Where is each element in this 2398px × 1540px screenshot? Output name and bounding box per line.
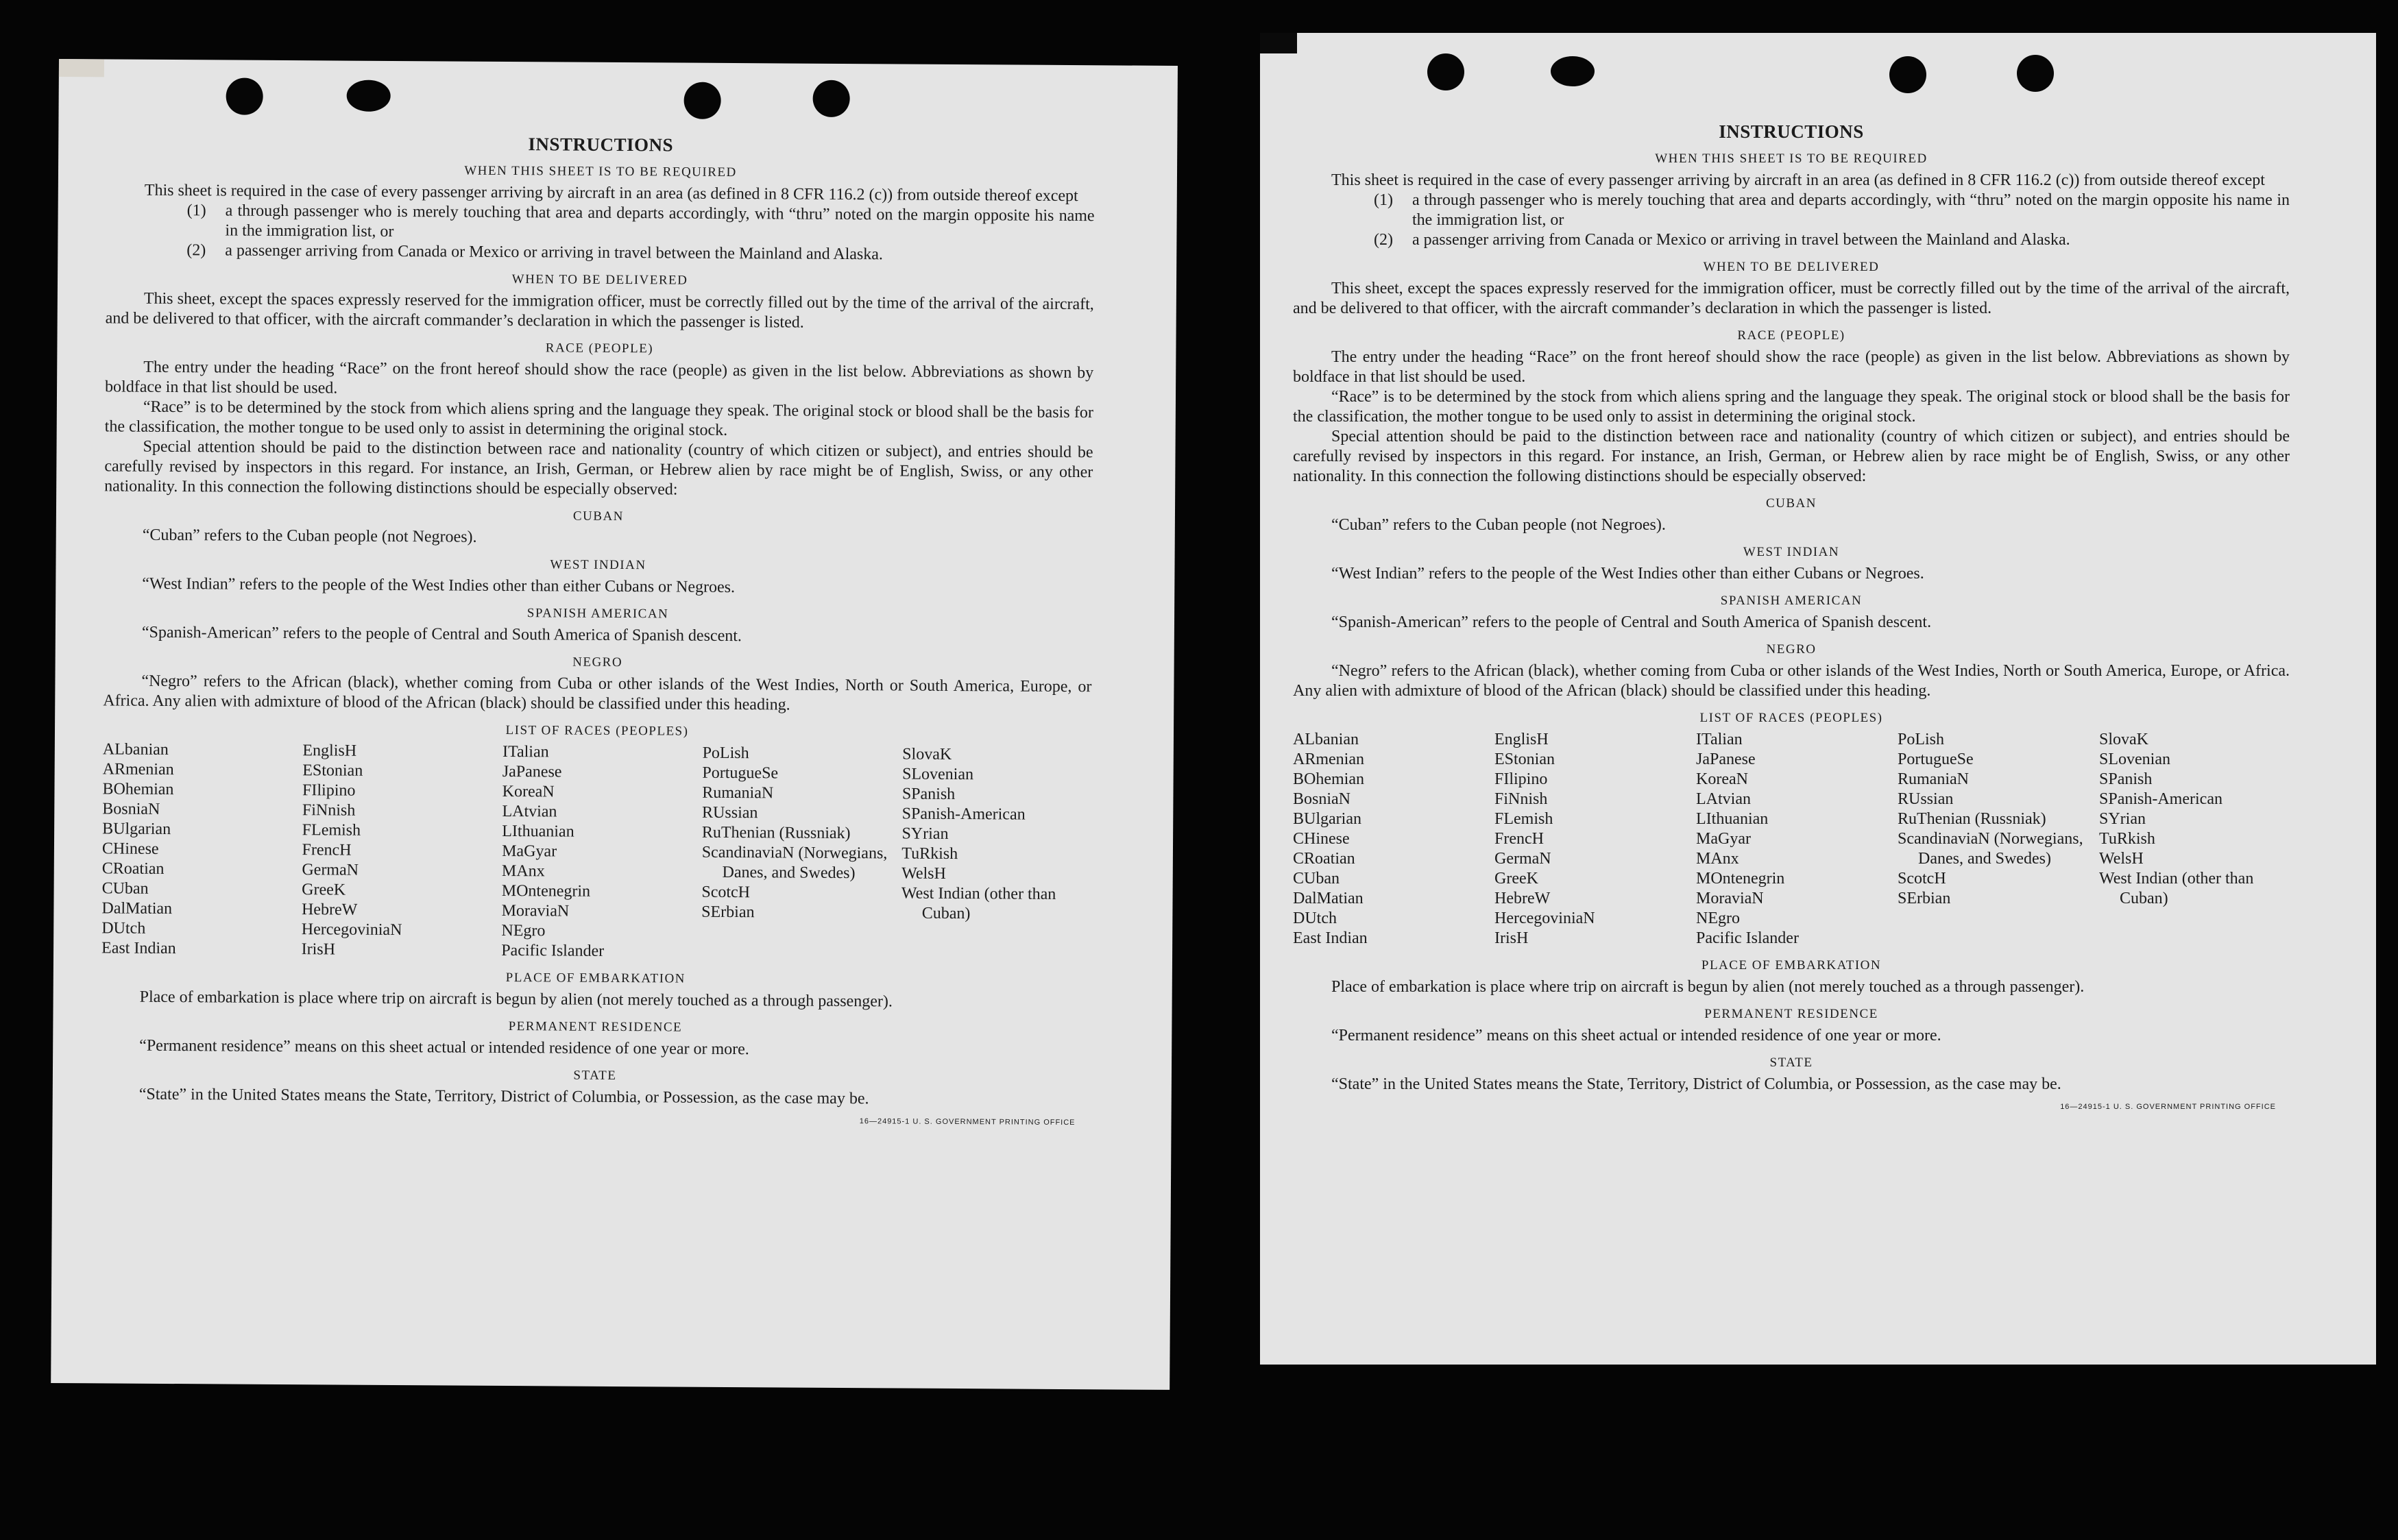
race-entry: TuRkish [901,844,958,864]
punch-hole [2017,55,2054,92]
item-text: a through passenger who is merely touching that area and departs accordingly, with “thru” noted on the margin opposite his name in the immigration list, or [225,201,1095,241]
paragraph: “Cuban” refers to the Cuban people (not Negroes). [1331,516,1666,534]
race-entry: MoraviaN [1696,890,1764,907]
paragraph: “Spanish-American” refers to the people of Central and South America of Spanish descent. [1331,613,1932,631]
punch-hole [1889,56,1926,93]
paragraph: Special attention should be paid to the distinction between race and nationality (country of which citizen or subject), and entries should be carefully revised by inspectors in this regard. For instance, an Irish, German, or Hebrew alien by race might be of English, Swiss, or any other nationality. In this connection the following distinctions should be especially observed: [1293,428,2290,485]
race-entry: LAtvian [1696,790,1751,808]
race-entry: JaPanese [1696,750,1756,768]
race-entry: SPanish [901,785,956,804]
punch-hole [1427,53,1464,90]
race-entry: EStonian [1494,750,1555,768]
item-number: (1) [186,201,206,220]
race-entry: EnglisH [302,742,357,760]
race-entry: HebreW [301,901,358,919]
section-heading: WEST INDIAN [1743,545,1840,559]
race-entry: FLemish [302,821,361,840]
item-number: (2) [1374,231,1393,249]
item-text: a passenger arriving from Canada or Mexico or arriving in travel between the Mainland and Alaska. [1412,231,2070,249]
printing-office-code: 16—24915-1 U. S. GOVERNMENT PRINTING OFFICE [859,1117,1076,1127]
race-entry: GermaN [1494,850,1551,868]
race-entry: ScotcH [1898,870,1946,888]
section-heading: WHEN TO BE DELIVERED [511,272,688,288]
race-entry: MAnx [501,861,545,881]
race-entry: MaGyar [1696,830,1751,848]
race-entry: NEgro [1696,909,1740,927]
paragraph: “Spanish-American” refers to the people of Central and South America of Spanish descent. [141,623,742,646]
section-heading: SPANISH AMERICAN [526,606,669,622]
race-entry: FrencH [302,841,352,859]
race-entry: SYrian [901,824,949,843]
paragraph: “Negro” refers to the African (black), whether coming from Cuba or other islands of the West Indies, North or South America, Europe, or Africa. Any alien with admixture of blood of the African (black) should be classified under this heading. [103,672,1092,714]
section-heading: STATE [1769,1055,1813,1070]
race-list [1293,730,2290,949]
paragraph: “Permanent residence” means on this sheet actual or intended residence of one year or more. [1331,1027,1941,1044]
race-entry: SYrian [2099,810,2146,828]
paragraph: “Race” is to be determined by the stock from which aliens spring and the language they speak. The original stock or blood shall be the basis for the classification, the mother tongue to be used only to assist in determining the original stock. [104,398,1093,439]
section-heading: RACE (PEOPLE) [545,341,654,356]
punch-hole [683,82,720,119]
race-column [1494,730,1685,949]
race-entry: FIlipino [302,781,356,800]
race-column [2099,730,2290,949]
race-entry: BOhemian [1293,770,1364,788]
race-entry: BosniaN [102,800,160,818]
tape-fragment [59,59,104,77]
race-entry: PortugueSe [702,763,779,783]
list-item [106,200,1094,246]
race-column [1293,730,1483,949]
race-entry: West Indian (other than Cuban) [2099,870,2254,907]
paragraph: “Race” is to be determined by the stock from which aliens spring and the language they speak. The original stock or blood shall be the basis for the classification, the mother tongue to be used only to assist in determining the original stock. [1293,388,2290,426]
item-number: (1) [1374,191,1393,209]
race-entry: SLovenian [2099,750,2170,768]
tape-fragment [1260,33,1297,53]
race-entry: MOntenegrin [1696,870,1785,888]
race-entry: RUssian [1898,790,1954,808]
race-entry: PortugueSe [1898,750,1974,768]
race-entry: DalMatian [101,899,173,918]
race-entry: MAnx [1696,850,1739,868]
race-entry: CRoatian [1293,850,1355,868]
document-sheet-left [51,59,1178,1390]
paragraph: This sheet, except the spaces expressly reserved for the immigration officer, must be correctly filled out by the time of the arrival of the aircraft, and be delivered to that officer, with the aircraft commander’s declaration in which the passenger is listed. [105,289,1094,332]
race-entry: RuThenian (Russniak) [701,823,851,843]
race-entry: MoraviaN [501,901,570,920]
paragraph: “Permanent residence” means on this sheet actual or intended residence of one year or more. [139,1036,749,1059]
race-entry: CRoatian [101,859,165,878]
race-entry: RumaniaN [1898,770,1969,788]
race-entry: DUtch [1293,909,1337,927]
paragraph: This sheet, except the spaces expressly reserved for the immigration officer, must be correctly filled out by the time of the arrival of the aircraft, and be delivered to that officer, with the aircraft commander’s declaration in which the passenger is listed. [1293,280,2290,317]
paragraph: The entry under the heading “Race” on the front hereof should show the race (people) as given in the list below. Abbreviations as shown by boldface in that list should be used. [1293,348,2290,386]
race-entry: FLemish [1494,810,1553,828]
race-entry: RumaniaN [702,783,774,803]
race-entry: LAtvian [502,802,557,821]
race-entry: RuThenian (Russniak) [1898,810,2046,828]
race-entry: SlovaK [902,745,952,763]
race-entry: FiNnish [1494,790,1548,808]
paragraph: This sheet is required in the case of every passenger arriving by aircraft in an area (as defined in 8 CFR 116.2 (c)) from outside thereof except [1331,171,2265,189]
race-entry: JaPanese [502,762,562,781]
race-entry: SErbian [701,903,755,922]
punch-hole [1551,56,1595,86]
race-column [1696,730,1887,949]
section-heading: LIST OF RACES (PEOPLES) [505,722,689,739]
race-entry: ITalian [1696,731,1743,748]
paragraph: “State” in the United States means the State, Territory, District of Columbia, or Possession, as the case may be. [138,1085,869,1108]
paragraph: Place of embarkation is place where trip on aircraft is begun by alien (not merely touched as a through passenger). [139,988,893,1011]
race-entry: BosniaN [1293,790,1351,808]
paragraph: This sheet is required in the case of every passenger arriving by aircraft in an area (as defined in 8 CFR 116.2 (c)) from outside thereof except [144,181,1078,206]
paragraph: “State” in the United States means the State, Territory, District of Columbia, or Possession, as the case may be. [1331,1075,2061,1093]
race-entry: ALbanian [1293,731,1359,748]
race-entry: DUtch [101,919,146,938]
race-entry: FiNnish [302,801,356,820]
paragraph: “West Indian” refers to the people of the West Indies other than either Cubans or Negroes. [1331,565,1924,583]
race-entry: WelsH [901,864,946,883]
race-entry: MOntenegrin [501,881,591,901]
race-entry: ALbanian [102,740,169,759]
race-entry: SLovenian [901,765,974,784]
punch-hole [347,80,391,112]
race-column [701,744,892,964]
race-entry: IrisH [1494,929,1529,947]
race-column [302,741,492,961]
footer [1293,1075,2290,1095]
list-item [1293,230,2290,250]
race-entry: ARmenian [1293,750,1364,768]
paragraph: Place of embarkation is place where trip on aircraft is begun by alien (not merely touched as a through passenger). [1331,978,2085,996]
paragraph: Special attention should be paid to the distinction between race and nationality (country of which citizen or subject), and entries should be carefully revised by inspectors in this regard. For instance, an Irish, German, or Hebrew alien by race might be of English, Swiss, or any other nationality. In this connection the following distinctions should be especially observed: [104,437,1093,499]
race-entry: East Indian [1293,929,1368,947]
race-entry: PoLish [1898,731,1945,748]
race-entry: ScandinaviaN (Norwegians, Danes, and Swedes) [1898,830,2083,868]
document-title: INSTRUCTIONS [1719,121,1864,142]
race-column [901,745,1091,965]
paragraph: “Negro” refers to the African (black), whether coming from Cuba or other islands of the West Indies, North or South America, Europe, or Africa. Any alien with admixture of blood of the African (black) should be classified under this heading. [1293,662,2290,700]
section-heading: CUBAN [1765,496,1817,511]
race-entry: East Indian [101,939,176,958]
section-heading: SPANISH AMERICAN [1720,594,1863,608]
race-entry: RUssian [702,803,758,822]
race-entry: KoreaN [502,782,555,801]
section-heading: NEGRO [1766,642,1817,657]
section-heading: WHEN THIS SHEET IS TO BE REQUIRED [1655,151,1928,166]
race-entry: LIthuanian [1696,810,1769,828]
section-heading: RACE (PEOPLE) [1737,328,1845,343]
race-entry: EnglisH [1494,731,1549,748]
section-heading: PERMANENT RESIDENCE [508,1019,683,1035]
race-entry: Pacific Islander [1696,929,1799,947]
printing-office-code: 16—24915-1 U. S. GOVERNMENT PRINTING OFFICE [2060,1103,2276,1111]
race-entry: SPanish-American [901,805,1026,824]
race-entry: CHinese [101,840,159,858]
race-entry: LIthuanian [502,822,574,841]
race-column [1898,730,2088,949]
section-heading: NEGRO [572,655,623,670]
race-entry: FIlipino [1494,770,1548,788]
race-entry: ITalian [502,742,549,761]
race-entry: BUlgarian [102,820,171,839]
race-column [101,740,292,960]
race-entry: HebreW [1494,890,1551,907]
paragraph: “Cuban” refers to the Cuban people (not Negroes). [142,526,477,546]
section-heading: CUBAN [572,509,625,524]
race-entry: SlovaK [2099,731,2148,748]
race-entry: BOhemian [102,780,174,799]
race-entry: EStonian [302,761,363,780]
race-entry: GreeK [302,881,346,899]
document-sheet-right [1260,33,2376,1365]
document-title: INSTRUCTIONS [528,134,674,156]
section-heading: LIST OF RACES (PEOPLES) [1699,711,1883,725]
item-text: a passenger arriving from Canada or Mexico or arriving in travel between the Mainland and Alaska. [225,241,884,264]
race-entry: BUlgarian [1293,810,1361,828]
race-entry: KoreaN [1696,770,1748,788]
section-heading: PLACE OF EMBARKATION [1701,958,1882,973]
instructions-body [1293,122,2290,1117]
race-entry: MaGyar [502,842,557,861]
item-number: (2) [186,241,206,260]
race-entry: GermaN [302,861,359,879]
race-entry: IrisH [301,940,336,959]
footer-print [1293,1095,2290,1117]
race-entry: CHinese [1293,830,1350,848]
race-entry: NEgro [501,921,546,940]
section-heading: PERMANENT RESIDENCE [1704,1007,1878,1021]
race-entry: PoLish [702,744,749,763]
race-entry: CUban [1293,870,1340,888]
race-entry: SPanish [2099,770,2153,788]
race-entry: TuRkish [2099,830,2155,848]
race-entry: HercegoviniaN [1494,909,1595,927]
instructions-body [100,132,1095,1133]
race-entry: ARmenian [102,760,174,779]
section-heading: WHEN THIS SHEET IS TO BE REQUIRED [464,163,737,180]
list-item [1293,191,2290,230]
race-entry: WelsH [2099,850,2144,868]
race-entry: SErbian [1898,890,1951,907]
race-entry: DalMatian [1293,890,1364,907]
section-heading: PLACE OF EMBARKATION [505,970,686,986]
race-entry: ScandinaviaN (Norwegians, Danes, and Swedes) [701,843,888,883]
race-entry: SPanish-American [2099,790,2223,808]
race-entry: ScotcH [701,883,751,902]
race-entry: HercegoviniaN [301,920,402,940]
section-heading: STATE [573,1068,617,1083]
race-list [101,740,1091,964]
item-text: a through passenger who is merely touching that area and departs accordingly, with “thru” noted on the margin opposite his name in the immigration list, or [1412,191,2290,229]
race-entry: Pacific Islander [501,941,605,960]
race-entry: West Indian (other than Cuban) [901,884,1056,923]
race-entry: CUban [101,879,149,898]
paragraph: The entry under the heading “Race” on the front hereof should show the race (people) as given in the list below. Abbreviations as shown by boldface in that list should be used. [104,358,1094,398]
section-heading: WHEN TO BE DELIVERED [1703,260,1880,274]
race-entry: GreeK [1494,870,1538,888]
punch-hole [226,77,263,114]
paragraph: “West Indian” refers to the people of the West Indies other than either Cubans or Negroes. [142,574,736,597]
race-entry: FrencH [1494,830,1544,848]
race-column [501,742,692,962]
punch-hole [813,80,850,117]
section-heading: WEST INDIAN [550,557,646,573]
